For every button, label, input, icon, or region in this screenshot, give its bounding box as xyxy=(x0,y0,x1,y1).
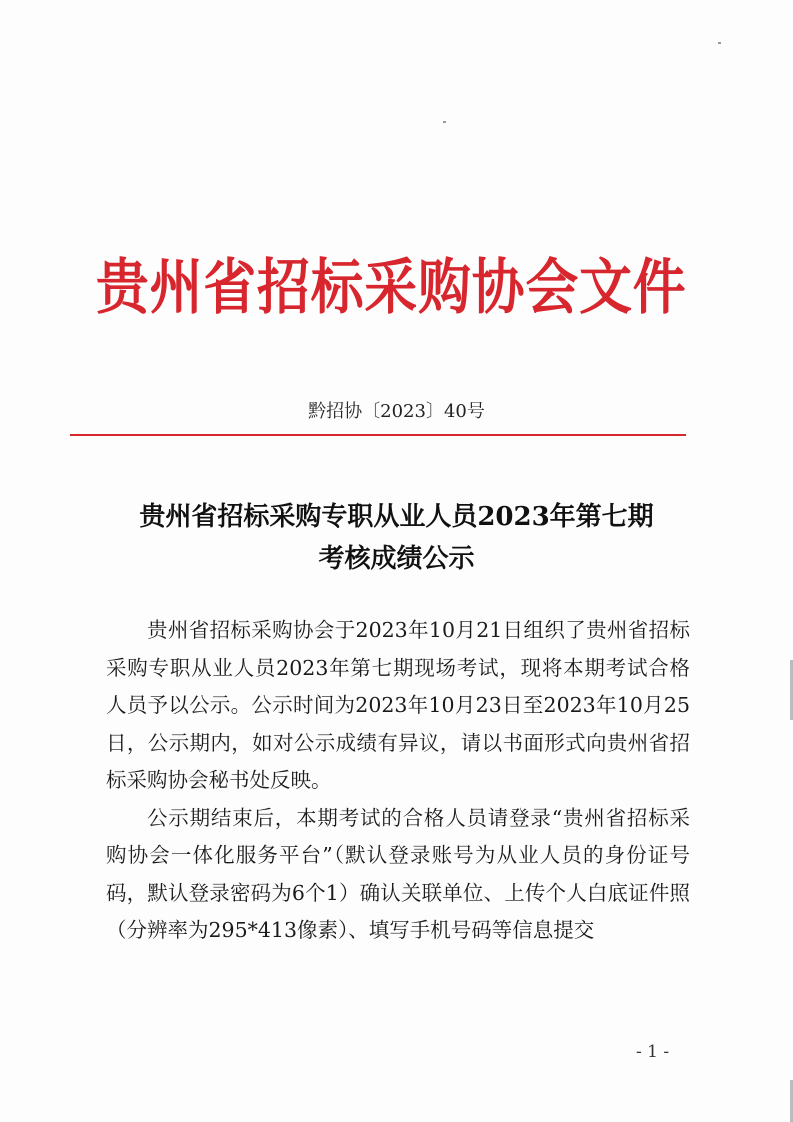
body-paragraph: 公示期结束后，本期考试的合格人员请登录“贵州省招标采购协会一体化服务平台”（默认登录账号为从业人员的身份证号码，默认登录密码为6个1）确认关联单位、上传个人白底证件照（分辨率为295*413像素）、填写手机号码等信息提交 xyxy=(106,805,690,942)
scan-speck xyxy=(718,42,721,44)
scan-speck xyxy=(443,121,446,123)
document-header-title: 贵州省招标采购协会文件 xyxy=(96,253,687,323)
notice-title-line: 考核成绩公示 xyxy=(318,544,475,574)
red-divider-line xyxy=(70,434,686,436)
notice-title-line: 贵州省招标采购专职从业人员2023年第七期 xyxy=(139,502,654,532)
page-number: - 1 - xyxy=(636,1042,670,1062)
body-paragraph: 贵州省招标采购协会于2023年10月21日组织了贵州省招标采购专职从业人员2023年第七期现场考试，现将本期考试合格人员予以公示。公示时间为2023年10月23日至2023年10月25日，公示期内，如对公示成绩有异议，请以书面形式向贵州省招标采购协会秘书处反映。 xyxy=(106,618,690,792)
document-number: 黔招协〔2023〕40号 xyxy=(308,401,485,422)
body-text xyxy=(106,612,690,950)
notice-title xyxy=(60,496,733,580)
